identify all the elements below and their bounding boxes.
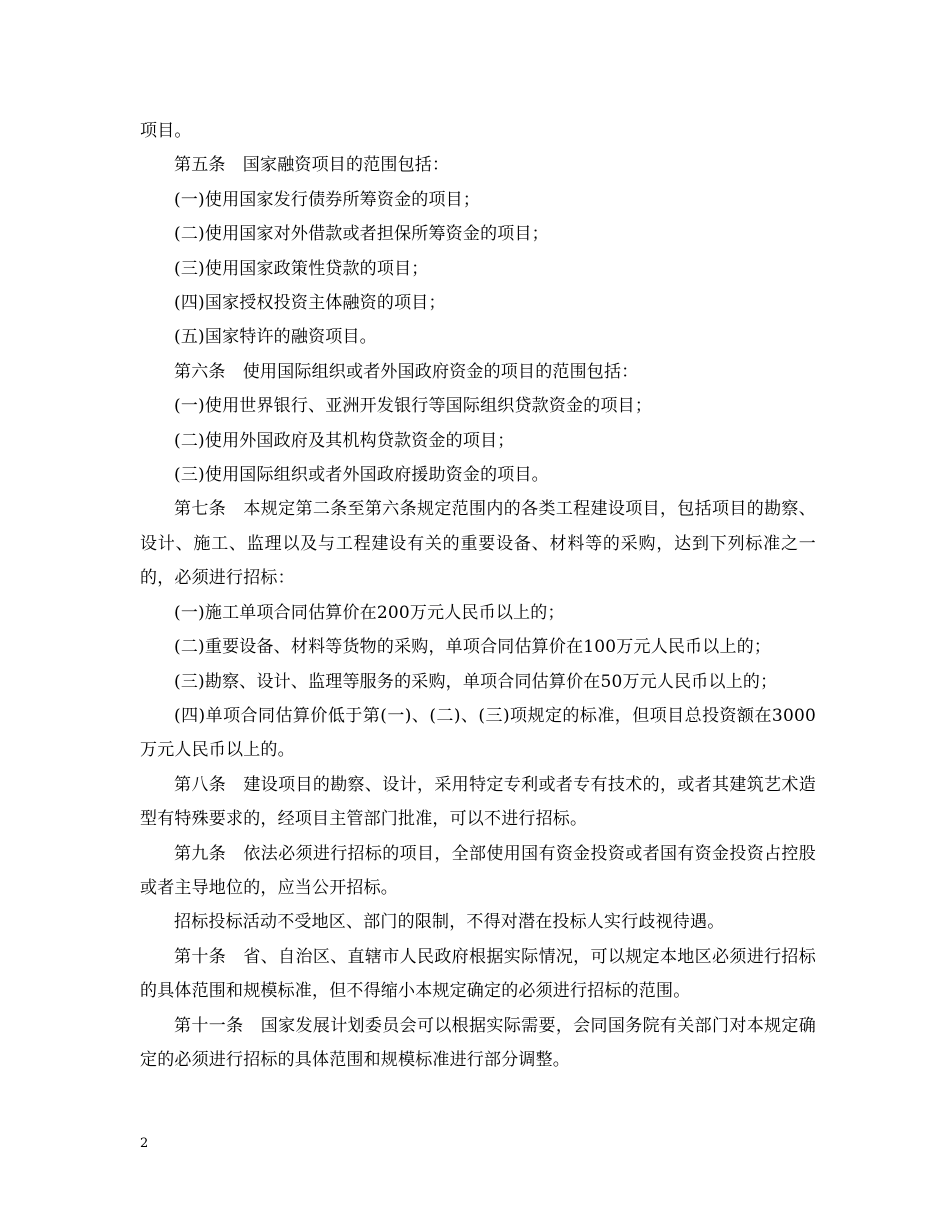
article-7-item-1: (一)施工单项合同估算价在200万元人民币以上的； bbox=[174, 602, 565, 623]
article-7: 第七条 本规定第二条至第六条规定范围内的各类工程建设项目，包括项目的勘察、设计、施工、监理以及与工程建设有关的重要设备、材料等的采购，达到下列标准之一的，必须进行招标： bbox=[140, 499, 816, 589]
article-5-item-2: (二)使用国家对外借款或者担保所筹资金的项目； bbox=[174, 224, 549, 245]
article-5-heading: 第五条 国家融资项目的范围包括： bbox=[174, 155, 450, 176]
article-6-heading: 第六条 使用国际组织或者外国政府资金的项目的范围包括： bbox=[174, 361, 639, 382]
document-body bbox=[140, 114, 816, 1077]
article-8: 第八条 建设项目的勘察、设计，采用特定专利或者专有技术的，或者其建筑艺术造型有特殊要求的，经项目主管部门批准，可以不进行招标。 bbox=[140, 774, 816, 830]
article-5-item-3: (三)使用国家政策性贷款的项目； bbox=[174, 258, 429, 279]
article-11: 第十一条 国家发展计划委员会可以根据实际需要，会同国务院有关部门对本规定确定的必须进行招标的具体范围和规模标准进行部分调整。 bbox=[140, 1015, 816, 1070]
article-7-item-4: (四)单项合同估算价低于第(一)、(二)、(三)项规定的标准，但项目总投资额在3000万元人民币以上的。 bbox=[140, 705, 816, 761]
article-5-item-4: (四)国家授权投资主体融资的项目； bbox=[174, 293, 446, 314]
article-6-item-2: (二)使用外国政府及其机构贷款资金的项目； bbox=[174, 430, 515, 451]
article-7-item-3: (三)勘察、设计、监理等服务的采购，单项合同估算价在50万元人民币以上的； bbox=[174, 671, 778, 692]
article-5-item-1: (一)使用国家发行债券所筹资金的项目； bbox=[174, 189, 481, 210]
article-10: 第十条 省、自治区、直辖市人民政府根据实际情况，可以规定本地区必须进行招标的具体范围和规模标准，但不得缩小本规定确定的必须进行招标的范围。 bbox=[140, 946, 816, 1002]
article-6-item-3: (三)使用国际组织或者外国政府援助资金的项目。 bbox=[174, 465, 549, 486]
article-9-paragraph-2: 招标投标活动不受地区、部门的限制，不得对潜在投标人实行歧视待遇。 bbox=[174, 912, 725, 933]
article-5-item-5: (五)国家特许的融资项目。 bbox=[174, 327, 377, 348]
paragraph-continuation: 项目。 bbox=[140, 121, 192, 141]
article-7-item-2: (二)重要设备、材料等货物的采购，单项合同估算价在100万元人民币以上的； bbox=[174, 637, 772, 658]
article-9: 第九条 依法必须进行招标的项目，全部使用国有资金投资或者国有资金投资占控股或者主导地位的，应当公开招标。 bbox=[140, 843, 816, 898]
article-6-item-1: (一)使用世界银行、亚洲开发银行等国际组织贷款资金的项目； bbox=[174, 396, 653, 417]
page-number: 2 bbox=[140, 1136, 149, 1151]
